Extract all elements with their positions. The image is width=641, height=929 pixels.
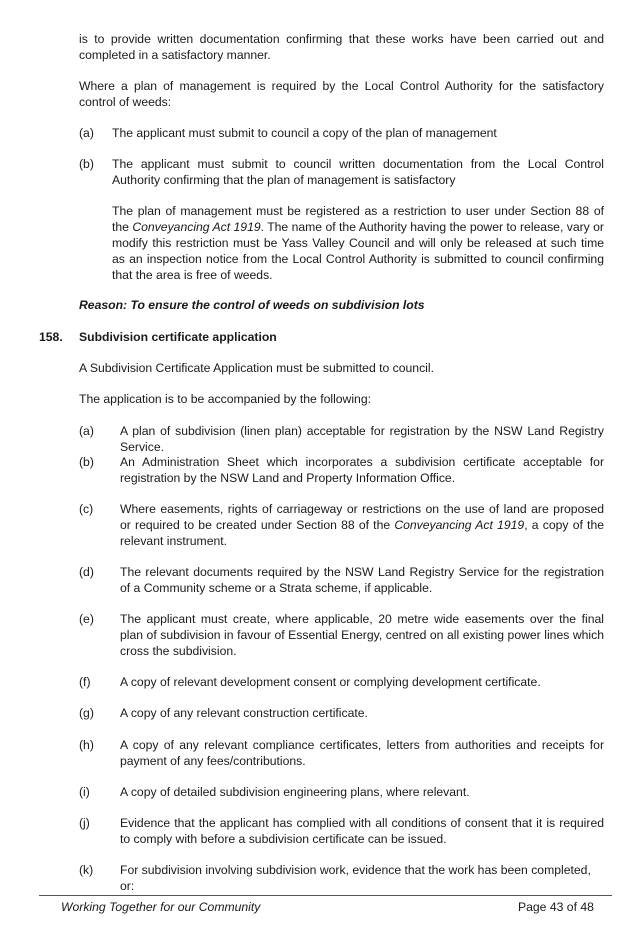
list-label-g: (g)	[79, 706, 94, 720]
list-label-c: (c)	[79, 502, 94, 516]
section-title: Subdivision certificate application	[79, 330, 277, 344]
list-label-i: (i)	[79, 785, 90, 799]
list-label-a: (a)	[79, 424, 94, 438]
weeds-item-text-a: The applicant must submit to council a copy of the plan of management	[112, 126, 497, 140]
list-text-c: Where easements, rights of carriageway or restrictions on the use of land are proposed or required to be created under Section 88 of the Conveyancing Act 1919, a copy of the relevant instrument.	[120, 502, 604, 548]
list-text-d: The relevant documents required by the NSW Land Registry Service for the registration of a Community scheme or a Strata scheme, if applicable.	[120, 565, 604, 595]
registration-paragraph: The plan of management must be registered as a restriction to user under Section 88 of the Conveyancing Act 1919. The name of the Authority having the power to release, vary or modify this restriction must be Yass Valley Council and will only be released at such time as an inspection notice from the Local Control Authority is submitted to council confirming that the area is free of weeds.	[112, 204, 604, 282]
list-label-b: (b)	[79, 455, 94, 469]
list-text-g: A copy of any relevant construction certificate.	[120, 706, 368, 720]
list-label-h: (h)	[79, 738, 94, 752]
list-text-a: A plan of subdivision (linen plan) acceptable for registration by the NSW Land Registry Service.	[120, 424, 604, 454]
list-text-h: A copy of any relevant compliance certificates, letters from authorities and receipts for payment of any fees/contributions.	[120, 738, 604, 768]
weeds-lead-paragraph: Where a plan of management is required by the Local Control Authority for the satisfactory control of weeds:	[79, 79, 604, 109]
list-label-k: (k)	[79, 863, 94, 877]
list-text-e: The applicant must create, where applicable, 20 metre wide easements over the final plan of subdivision in favour of Essential Energy, centred on all existing power lines which cross the subdivision.	[120, 612, 604, 658]
list-text-i: A copy of detailed subdivision engineering plans, where relevant.	[120, 785, 470, 799]
section-paragraph-1: A Subdivision Certificate Application must be submitted to council.	[79, 361, 434, 375]
list-label-j: (j)	[79, 816, 90, 830]
weeds-item-label-b: (b)	[79, 157, 94, 171]
list-label-d: (d)	[79, 565, 94, 579]
list-text-k: For subdivision involving subdivision work, evidence that the work has been completed, or:	[120, 863, 591, 893]
continuation-paragraph: is to provide written documentation confirming that these works have been carried out and completed in a satisfactory manner.	[79, 32, 604, 62]
list-text-j: Evidence that the applicant has complied with all conditions of consent that it is required to comply with before a subdivision certificate can be issued.	[120, 816, 604, 846]
weeds-item-label-a: (a)	[79, 126, 94, 140]
list-text-f: A copy of relevant development consent or complying development certificate.	[120, 675, 541, 689]
list-label-e: (e)	[79, 612, 94, 626]
list-label-f: (f)	[79, 675, 91, 689]
footer-page-number: Page 43 of 48	[518, 900, 594, 914]
list-text-b: An Administration Sheet which incorporates a subdivision certificate acceptable for registration by the NSW Land and Property Information Office.	[120, 455, 604, 485]
section-number: 158.	[39, 330, 63, 344]
section-paragraph-2: The application is to be accompanied by the following:	[79, 392, 372, 406]
weeds-item-text-b: The applicant must submit to council written documentation from the Local Control Authority confirming that the plan of management is satisfactory	[112, 157, 604, 187]
reason-statement: Reason: To ensure the control of weeds on subdivision lots	[79, 298, 425, 312]
footer-divider	[39, 895, 612, 896]
footer-slogan: Working Together for our Community	[61, 900, 261, 914]
